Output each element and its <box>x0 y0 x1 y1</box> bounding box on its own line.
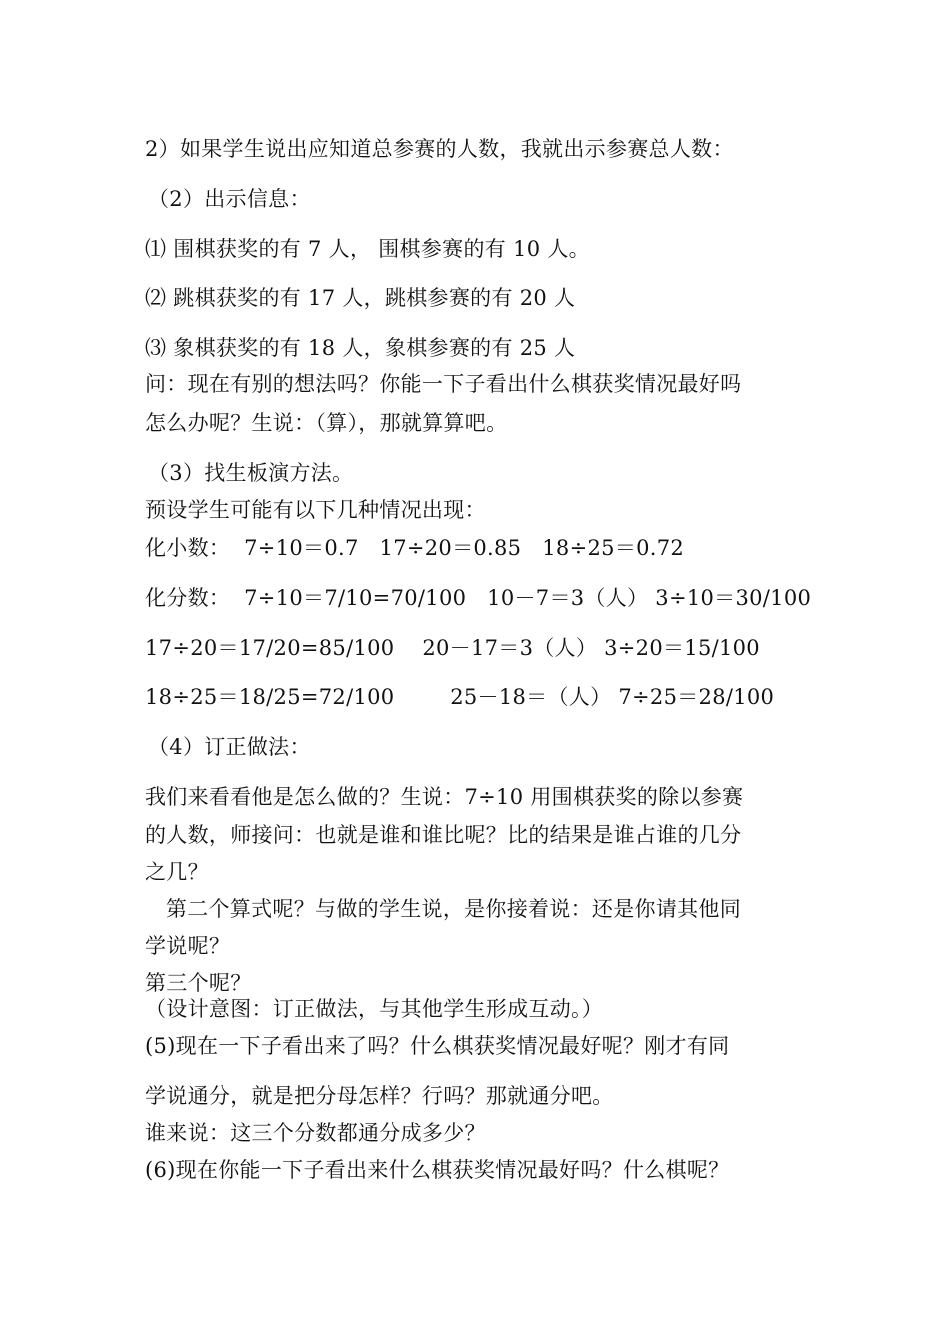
text-line-19: 学说呢？ <box>145 934 231 958</box>
text-line-15: 我们来看看他是怎么做的？生说：7÷10 用围棋获奖的除以参赛 <box>145 785 744 809</box>
text-line-2: （2）出示信息： <box>148 187 311 211</box>
text-line-12: 17÷20＝17/20=85/100 20－17＝3（人） 3÷20＝15/100 <box>145 636 760 660</box>
text-line-20: 第三个呢？ <box>145 971 252 995</box>
text-line-16: 的人数，师接问：也就是谁和谁比呢？比的结果是谁占谁的几分 <box>145 823 742 847</box>
text-line-6: 问：现在有别的想法吗？你能一下子看出什么棋获奖情况最好吗 <box>145 372 742 396</box>
text-line-4: ⑵ 跳棋获奖的有 17 人，跳棋参赛的有 20 人 <box>145 286 576 310</box>
text-line-5: ⑶ 象棋获奖的有 18 人，象棋参赛的有 25 人 <box>145 336 576 360</box>
text-line-17: 之几？ <box>145 860 209 884</box>
text-line-14: （4）订正做法： <box>148 735 311 759</box>
text-line-23: 学说通分，就是把分母怎样？行吗？那就通分吧。 <box>145 1084 614 1108</box>
text-line-8: （3）找生板演方法。 <box>148 461 354 485</box>
text-line-11: 化分数： 7÷10＝7/10=70/100 10－7＝3（人） 3÷10＝30/100 <box>145 586 812 610</box>
text-line-18: 第二个算式呢？与做的学生说，是你接着说：还是你请其他同 <box>145 897 742 921</box>
text-line-10: 化小数： 7÷10＝0.7 17÷20＝0.85 18÷25＝0.72 <box>145 536 685 560</box>
text-line-9: 预设学生可能有以下几种情况出现： <box>145 498 486 522</box>
text-line-22: (5)现在一下子看出来了吗？什么棋获奖情况最好呢？刚才有同 <box>145 1034 730 1058</box>
text-line-21: （设计意图：订正做法，与其他学生形成互动。） <box>145 997 604 1021</box>
text-line-7: 怎么办呢？生说：（算），那就算算吧。 <box>145 411 508 435</box>
text-line-25: (6)现在你能一下子看出来什么棋获奖情况最好吗？什么棋呢？ <box>145 1158 730 1182</box>
text-line-24: 谁来说：这三个分数都通分成多少？ <box>145 1121 486 1145</box>
text-line-13: 18÷25＝18/25=72/100 25－18＝（人） 7÷25＝28/100 <box>145 685 775 709</box>
text-line-1: 2）如果学生说出应知道总参赛的人数，我就出示参赛总人数： <box>145 137 734 161</box>
text-line-3: ⑴ 围棋获奖的有 7 人， 围棋参赛的有 10 人。 <box>145 237 590 261</box>
